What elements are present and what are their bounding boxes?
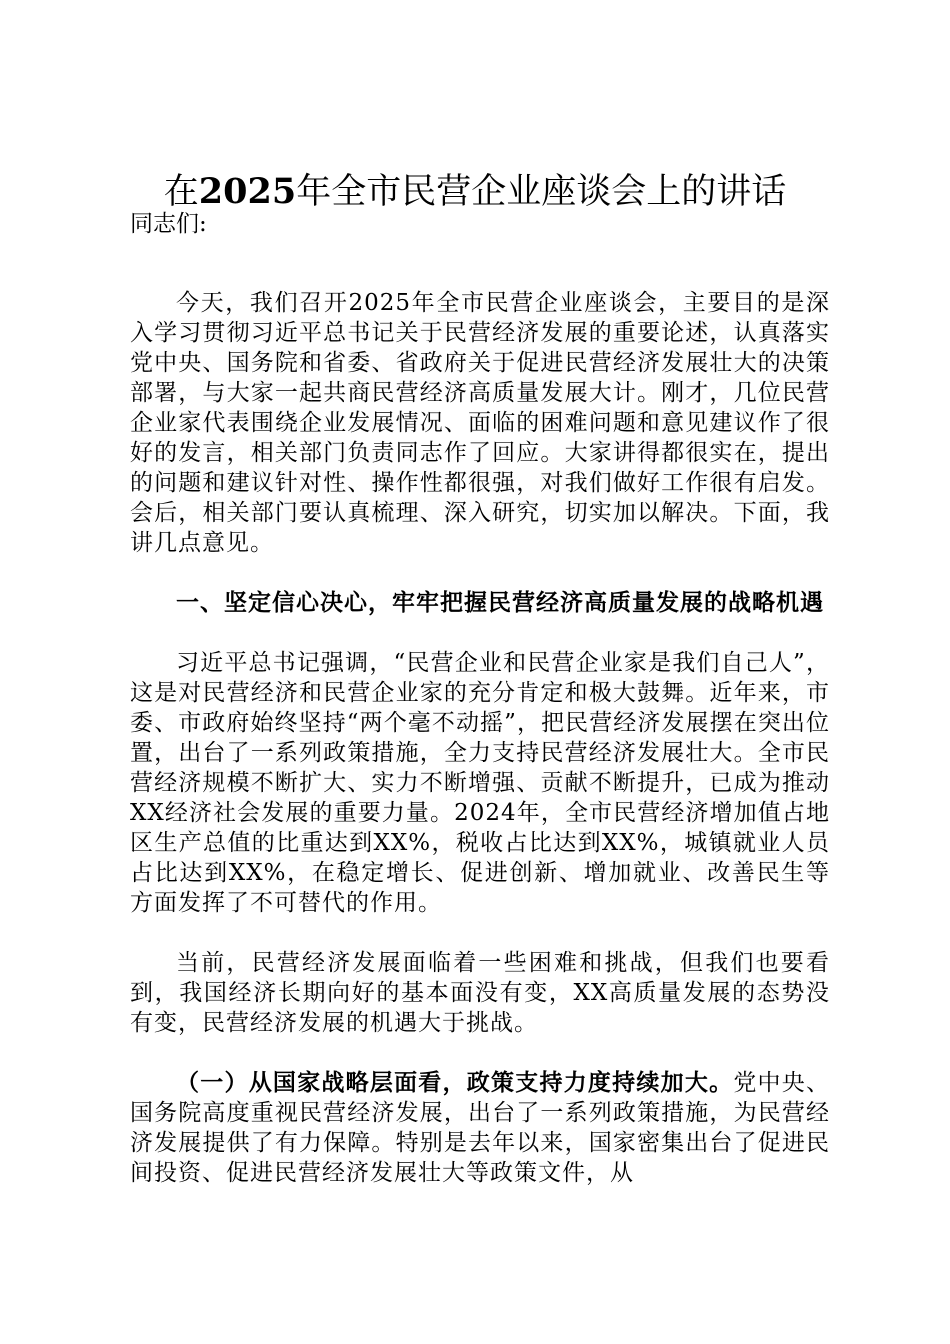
spacer: [130, 618, 830, 648]
paragraph-challenges: 当前，民营经济发展面临着一些困难和挑战，但我们也要看到，我国经济长期向好的基本面没有变，XX高质量发展的态势没有变，民营经济发展的机遇大于挑战。: [130, 950, 830, 1036]
spacer: [130, 918, 830, 948]
title-suffix: 年全市民营企业座谈会上的讲话: [296, 172, 787, 212]
subsection-1-lead: （一）从国家战略层面看，政策支持力度持续加大。: [176, 1069, 734, 1096]
spacer: [130, 1038, 830, 1068]
paragraph-subsection-1: [130, 1068, 830, 1188]
greeting: 同志们:: [130, 211, 207, 237]
spacer: [130, 242, 830, 288]
spacer: [130, 558, 830, 588]
title-prefix: 在: [163, 172, 199, 212]
section-heading-1: 一、坚定信心决心，牢牢把握民营经济高质量发展的战略机遇: [176, 589, 824, 616]
title-year: 2025: [198, 171, 297, 212]
subsection-1-text: 党中央、国务院高度重视民营经济发展，出台了一系列政策措施，为民营经济发展提供了有力保障。特别是去年以来，国家密集出台了促进民间投资、促进民营经济发展壮大等政策文件，从: [130, 1070, 831, 1186]
document-body: [130, 206, 830, 1188]
paragraph-section1-body: 习近平总书记强调，“民营企业和民营企业家是我们自己人”，这是对民营经济和民营企业家的充分肯定和极大鼓舞。近年来，市委、市政府始终坚持“两个毫不动摇”，把民营经济发展摆在突出位置，出台了一系列政策措施，全力支持民营经济发展壮大。全市民营经济规模不断扩大、实力不断增强、贡献不断提升，已成为推动XX经济社会发展的重要力量。2024年，全市民营经济增加值占地区生产总值的比重达到XX%，税收占比达到XX%，城镇就业人员占比达到XX%，在稳定增长、促进创新、增加就业、改善民生等方面发挥了不可替代的作用。: [130, 650, 830, 916]
paragraph-intro: 今天，我们召开2025年全市民营企业座谈会，主要目的是深入学习贯彻习近平总书记关于民营经济发展的重要论述，认真落实党中央、国务院和省委、省政府关于促进民营经济发展壮大的决策部署，与大家一起共商民营经济高质量发展大计。刚才，几位民营企业家代表围绕企业发展情况、面临的困难问题和意见建议作了很好的发言，相关部门负责同志作了回应。大家讲得都很实在，提出的问题和建议针对性、操作性都很强，对我们做好工作很有启发。会后，相关部门要认真梳理、深入研究，切实加以解决。下面，我讲几点意见。: [130, 290, 830, 556]
